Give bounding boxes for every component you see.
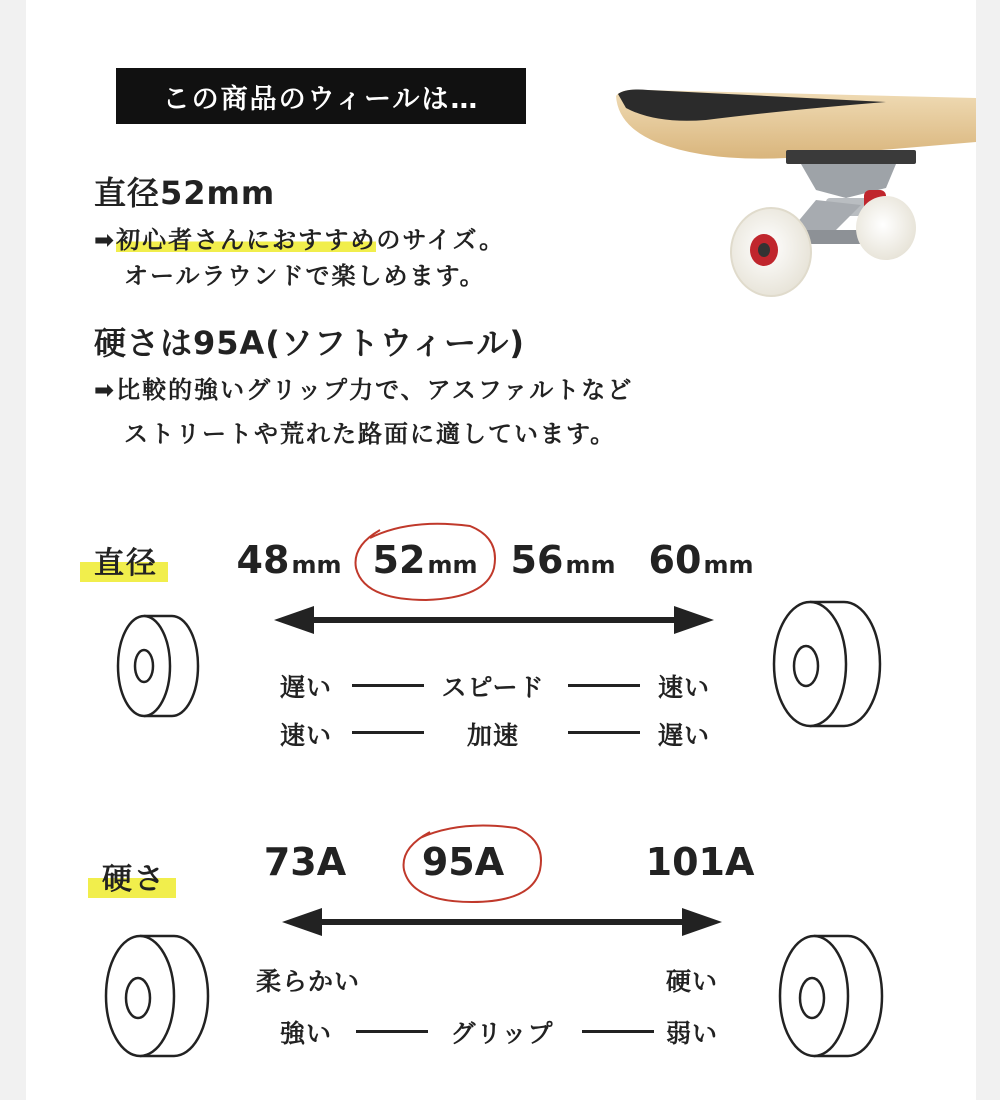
hardness-word: 硬い bbox=[666, 967, 719, 996]
heading-label bbox=[116, 68, 526, 124]
grip-center: グリップ bbox=[450, 1019, 554, 1048]
divider bbox=[568, 731, 640, 734]
divider bbox=[352, 684, 424, 687]
diameter-highlight: 初心者さんにおすすめ bbox=[116, 226, 377, 254]
value-number: 52 bbox=[372, 538, 426, 582]
wheel-small-icon bbox=[114, 606, 204, 726]
hardness-value-101a: 101A bbox=[645, 840, 755, 884]
double-arrow-icon bbox=[282, 904, 722, 940]
diameter-spec-line-1 bbox=[94, 220, 505, 255]
grip-right: 弱い bbox=[666, 1019, 719, 1048]
divider bbox=[568, 684, 640, 687]
diameter-scale-label: 直径 bbox=[80, 538, 168, 582]
hardness-line-text: 比較的強いグリップ力で、アスファルトなど bbox=[116, 376, 634, 404]
diameter-spec-line-2: オールラウンドで楽しめます。 bbox=[124, 262, 486, 290]
speed-left: 遅い bbox=[280, 673, 333, 702]
wheel-small-icon bbox=[104, 930, 212, 1062]
wheel-large-icon bbox=[770, 596, 886, 732]
hardness-spec-line-2: ストリートや荒れた路面に適しています。 bbox=[124, 420, 617, 448]
speed-center: スピード bbox=[441, 673, 545, 702]
hardness-spec-line-1 bbox=[94, 370, 633, 405]
hardness-value-73a: 73A bbox=[263, 840, 347, 884]
diameter-value-56 bbox=[508, 538, 618, 582]
diameter-line-rest: のサイズ。 bbox=[376, 226, 506, 254]
double-arrow-icon bbox=[274, 602, 714, 638]
accel-left: 速い bbox=[280, 721, 333, 750]
skateboard-photo bbox=[586, 80, 976, 310]
hardness-value-95a: 95A bbox=[421, 840, 505, 884]
product-card bbox=[26, 0, 976, 1100]
value-unit: mm bbox=[565, 551, 616, 579]
diameter-value-60 bbox=[646, 538, 756, 582]
value-unit: mm bbox=[703, 551, 754, 579]
wheel-large-icon bbox=[778, 930, 886, 1062]
diameter-value-48 bbox=[234, 538, 344, 582]
value-unit: mm bbox=[427, 551, 478, 579]
softness-label: 柔らかい bbox=[256, 967, 361, 996]
grip-left: 強い bbox=[280, 1019, 333, 1048]
selection-circle-icon bbox=[398, 818, 548, 908]
speed-right: 速い bbox=[658, 673, 711, 702]
value-number: 60 bbox=[648, 538, 702, 582]
selection-circle-icon bbox=[350, 516, 502, 606]
divider bbox=[582, 1030, 654, 1033]
arrow-right-icon: ➡ bbox=[94, 226, 117, 254]
value-number: 48 bbox=[236, 538, 290, 582]
hardness-spec-title: 硬さは95A(ソフトウィール) bbox=[94, 324, 525, 362]
divider bbox=[352, 731, 424, 734]
divider bbox=[356, 1030, 428, 1033]
hardness-scale-label: 硬さ bbox=[88, 854, 176, 898]
diameter-spec-title: 直径52mm bbox=[94, 174, 276, 212]
value-unit: mm bbox=[291, 551, 342, 579]
heading-text: この商品のウィールは… bbox=[162, 83, 480, 115]
accel-center: 加速 bbox=[466, 721, 519, 750]
value-number: 56 bbox=[510, 538, 564, 582]
accel-right: 遅い bbox=[658, 721, 711, 750]
arrow-right-icon: ➡ bbox=[94, 376, 117, 404]
